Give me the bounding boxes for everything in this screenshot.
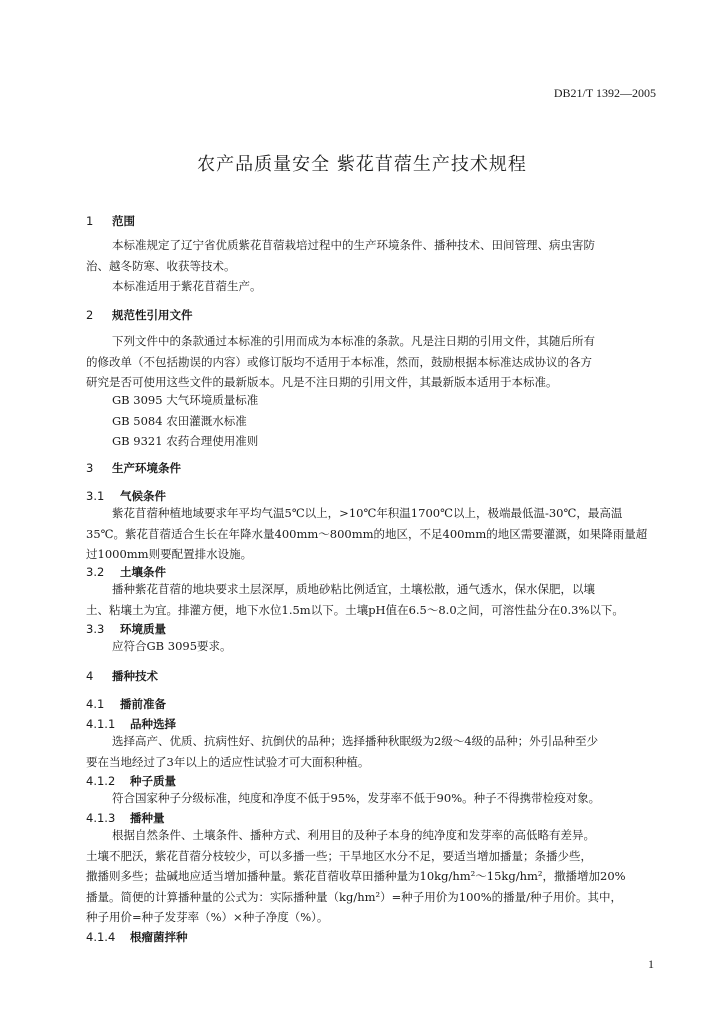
section-number: 4.1.2	[86, 774, 116, 788]
section-title: 品种选择	[130, 717, 177, 731]
section-3-heading	[86, 460, 181, 476]
section-title: 播种技术	[112, 669, 159, 683]
section-title: 气候条件	[120, 489, 167, 503]
section-title: 种子质量	[130, 774, 177, 788]
text-line: 要在当地经过了3年以上的适应性试验才可大面积种植。	[86, 754, 370, 769]
section-2-paragraph	[86, 331, 652, 393]
section-number: 4.1.3	[86, 811, 116, 825]
section-1-paragraph	[86, 235, 652, 297]
page-number: 1	[648, 957, 654, 971]
section-title: 播种量	[130, 811, 165, 825]
text-line: 应符合GB 3095要求。	[112, 639, 232, 653]
text-line: 过1000mm则要配置排水设施。	[86, 547, 253, 561]
text-line: 根据自然条件、土壤条件、播种方式、利用目的及种子本身的纯净度和发芽率的高低略有差异。	[112, 828, 595, 842]
section-number: 2	[86, 308, 94, 322]
text-line: 播种紫花苜蓿的地块要求土层深厚，质地砂粘比例适宜，土壤松散，通气透水，保水保肥，以壤	[112, 582, 595, 596]
text-line: 本标准规定了辽宁省优质紫花苜蓿栽培过程中的生产环境条件、播种技术、田间管理、病虫害防	[112, 238, 595, 252]
reference-gb5084: GB 5084 农田灌溉水标准	[112, 414, 247, 428]
section-number: 4.1.1	[86, 717, 116, 731]
section-4-1-1-paragraph	[86, 731, 652, 772]
section-3-1-heading	[86, 488, 166, 504]
document-title: 农产品质量安全 紫花苜蓿生产技术规程	[197, 154, 527, 175]
standard-number: DB21/T 1392—2005	[553, 86, 656, 100]
section-number: 1	[86, 214, 94, 228]
section-3-2-heading	[86, 564, 166, 580]
text-line: 治、越冬防寒、收获等技术。	[86, 258, 236, 273]
text-line: 土壤不肥沃，紫花苜蓿分枝较少，可以多播一些；干旱地区水分不足，要适当增加播量；条播少些，	[86, 848, 592, 863]
section-4-heading	[86, 668, 158, 684]
text-line: 土、粘壤土为宜。排灌方便，地下水位1.5m以下。土壤pH值在6.5～8.0之间，可溶性盐分在0.3%以下。	[86, 602, 624, 617]
section-4-1-3-paragraph	[86, 825, 652, 928]
text-line: 种子用价=种子发芽率（%）×种子净度（%）。	[86, 910, 329, 924]
section-4-1-1-heading	[86, 716, 176, 732]
text-line: 播量。简便的计算播种量的公式为：实际播种量（kg/hm²）=种子用价为100%的播量/种子用价。其中，	[86, 889, 623, 904]
section-title: 规范性引用文件	[112, 308, 193, 322]
text-line: 撒播则多些；盐碱地应适当增加播种量。紫花苜蓿收草田播种量为10kg/hm²～15kg/hm²，撒播增加20%	[86, 869, 626, 883]
section-title: 播前准备	[120, 697, 167, 711]
section-3-3-heading	[86, 621, 166, 637]
section-3-2-paragraph	[86, 579, 652, 620]
text-line: 选择高产、优质、抗病性好、抗倒伏的品种；选择播种秋眠级为2级～4级的品种；外引品种至少	[112, 734, 599, 748]
section-number: 3.1	[86, 489, 105, 503]
section-4-1-4-heading	[86, 929, 188, 945]
section-number: 3.2	[86, 565, 105, 579]
section-4-1-heading	[86, 696, 166, 712]
section-title: 环境质量	[120, 622, 167, 636]
section-number: 3.3	[86, 622, 105, 636]
section-number: 4	[86, 669, 94, 683]
section-4-1-2-paragraph	[86, 788, 652, 809]
text-line: 下列文件中的条款通过本标准的引用而成为本标准的条款。凡是注日期的引用文件，其随后所有	[112, 334, 595, 348]
text-line: 的修改单（不包括勘误的内容）或修订版均不适用于本标准，然而，鼓励根据本标准达成协议的各方	[86, 354, 592, 369]
section-1-heading	[86, 213, 135, 229]
section-title: 范围	[112, 214, 136, 228]
section-number: 4.1	[86, 697, 105, 711]
section-2-heading	[86, 307, 193, 323]
section-title: 生产环境条件	[112, 461, 182, 475]
section-title: 根瘤菌拌种	[130, 930, 188, 944]
section-4-1-2-heading	[86, 773, 176, 789]
text-line: 35℃。紫花苜蓿适合生长在年降水量400mm～800mm的地区，不足400mm的地区需要灌溉，如果降雨量超	[86, 526, 648, 541]
reference-gb3095: GB 3095 大气环境质量标准	[112, 393, 259, 407]
section-title: 土壤条件	[120, 565, 167, 579]
section-number: 3	[86, 461, 94, 475]
text-line: 紫花苜蓿种植地域要求年平均气温5℃以上，>10℃年积温1700℃以上，极端最低温-30℃，最高温	[112, 506, 623, 520]
text-line: 符合国家种子分级标准，纯度和净度不低于95%，发芽率不低于90%。种子不得携带检疫对象。	[112, 791, 601, 805]
section-3-1-paragraph	[86, 503, 652, 565]
section-3-3-paragraph	[86, 636, 652, 657]
text-line: 本标准适用于紫花苜蓿生产。	[112, 279, 262, 293]
text-line: 研究是否可使用这些文件的最新版本。凡是不注日期的引用文件，其最新版本适用于本标准。	[86, 375, 558, 389]
reference-gb9321: GB 9321 农药合理使用准则	[112, 434, 259, 448]
section-number: 4.1.4	[86, 930, 116, 944]
section-4-1-3-heading	[86, 810, 165, 826]
